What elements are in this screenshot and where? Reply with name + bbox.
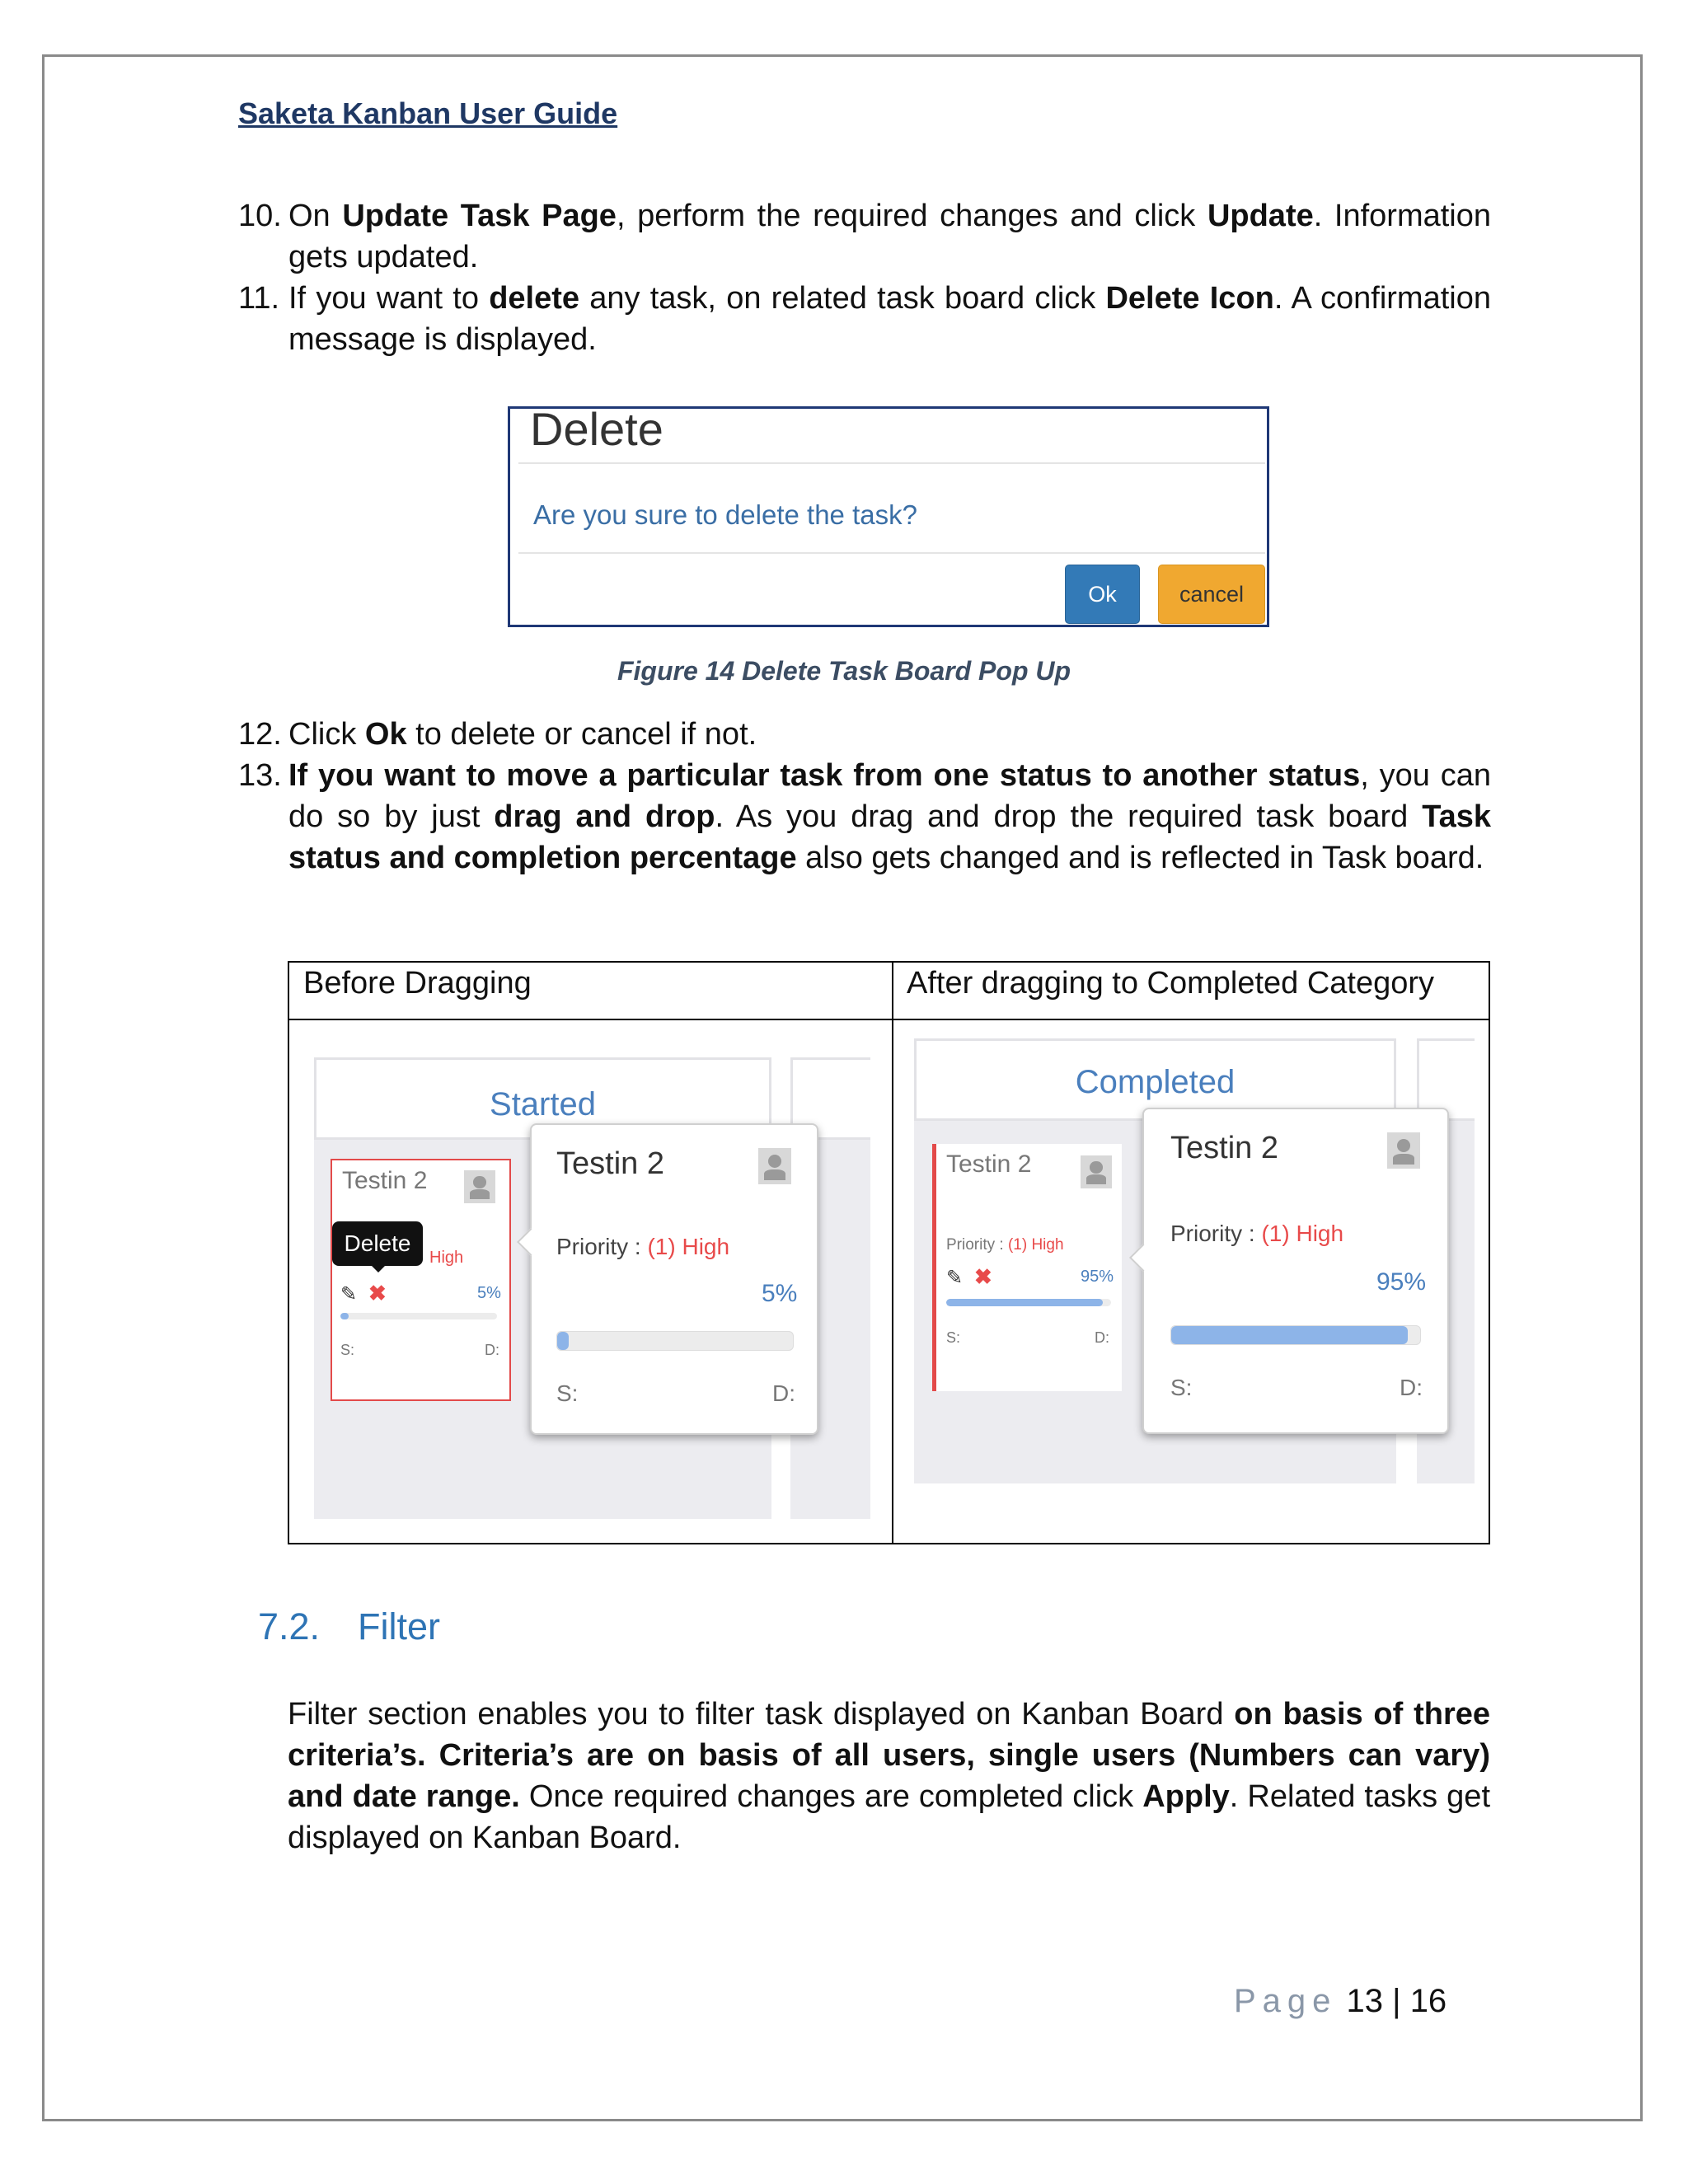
popup-progress (1170, 1325, 1421, 1345)
popup-title: Testin 2 (1170, 1131, 1278, 1165)
drag-comparison-table (288, 961, 1490, 1544)
progress-fill (1171, 1326, 1408, 1344)
text-run: Once required changes are completed click (519, 1779, 1143, 1814)
text-run: . As you drag and drop the required task board (715, 799, 1423, 834)
page-current: 13 (1346, 1983, 1384, 2019)
column-header-started: Started (314, 1057, 771, 1140)
section-heading (258, 1605, 440, 1648)
step-number: 12. (238, 717, 282, 752)
start-date-label: S: (340, 1342, 355, 1358)
task-card-progress (340, 1313, 497, 1319)
table-divider (892, 963, 893, 1543)
text-run: On (288, 199, 343, 233)
edit-icon[interactable]: ✎ (946, 1267, 964, 1289)
popup-priority-label: Priority : (556, 1234, 648, 1259)
steps-list-top (238, 195, 1491, 360)
step-number: 10. (238, 199, 282, 233)
bold-text: If you want to move a particular task from one status to another status (288, 758, 1361, 793)
progress-fill (557, 1332, 569, 1350)
column-header-completed: Completed (914, 1038, 1396, 1121)
text-run: also gets changed and is reflected in Task board. (796, 841, 1484, 875)
user-avatar-icon (464, 1170, 495, 1203)
due-date-label: D: (1095, 1329, 1109, 1346)
text-run: . A confirmation message is displayed. (288, 281, 1491, 357)
section-title: Filter (358, 1605, 440, 1647)
popup-start-label: S: (556, 1380, 579, 1406)
text-run: , perform the required changes and click (616, 199, 1207, 233)
steps-list-mid (238, 714, 1491, 879)
page-word: Page (1234, 1983, 1338, 2019)
task-card-priority-value: (1) High (1007, 1236, 1064, 1254)
text-run: any task, on related task board click (579, 281, 1106, 316)
edit-icon[interactable]: ✎ (340, 1283, 358, 1305)
popup-progress (556, 1331, 794, 1351)
step-number: 13. (238, 758, 282, 793)
popup-priority-value: (1) High (1261, 1221, 1344, 1246)
text-run: If you want to (288, 281, 490, 316)
before-dragging-screenshot (314, 1057, 870, 1519)
task-card-title: Testin 2 (946, 1151, 1032, 1178)
page-number: Page 13 | 16 (1234, 1983, 1447, 2019)
task-card-priority: High (429, 1249, 464, 1267)
cancel-button[interactable]: cancel (1158, 565, 1265, 624)
delete-dialog (508, 406, 1269, 627)
due-date-label: D: (485, 1342, 499, 1358)
bold-text: Update Task Page (342, 199, 617, 233)
bold-text: Task status and completion percentage (288, 799, 1491, 875)
after-dragging-screenshot (914, 1038, 1475, 1502)
popup-priority-label: Priority : (1170, 1221, 1262, 1246)
popup-percent: 5% (762, 1280, 798, 1307)
task-card-percent: 5% (477, 1284, 501, 1302)
user-avatar-icon (1387, 1132, 1420, 1169)
bold-text: Ok (364, 717, 407, 752)
delete-icon[interactable]: ✖ (368, 1281, 387, 1305)
task-detail-popup (1142, 1108, 1449, 1434)
text-run: , you can do so by just (288, 758, 1491, 834)
popup-priority-value: (1) High (647, 1234, 730, 1259)
document-header-title: Saketa Kanban User Guide (238, 96, 618, 130)
task-card-percent: 95% (1081, 1268, 1114, 1286)
table-header-before: Before Dragging (303, 966, 532, 1001)
bold-text: Apply (1142, 1779, 1230, 1814)
task-card-priority-label: Priority : (946, 1236, 1008, 1254)
bold-text: drag and drop (494, 799, 715, 834)
bold-text: Delete Icon (1105, 281, 1274, 316)
bold-text: on basis of three criteria’s. Criteria’s are on basis of all users, single users (Numbers can vary) and date range. (288, 1697, 1491, 1814)
task-card[interactable] (331, 1159, 511, 1401)
figure-caption: Figure 14 Delete Task Board Pop Up (617, 656, 1071, 686)
bold-text: Update (1207, 199, 1314, 233)
tooltip-arrow (370, 1264, 387, 1272)
bold-text: delete (489, 281, 580, 316)
step-number: 11. (238, 281, 280, 316)
popup-start-label: S: (1170, 1375, 1193, 1400)
user-avatar-icon (758, 1148, 791, 1184)
progress-fill (340, 1313, 349, 1319)
dialog-divider (518, 462, 1265, 464)
popup-due-label: D: (772, 1380, 795, 1406)
table-header-after: After dragging to Completed Category (907, 966, 1435, 1001)
section-number: 7.2. (258, 1605, 321, 1647)
ok-button[interactable]: Ok (1065, 565, 1140, 624)
popup-percent: 95% (1376, 1268, 1427, 1296)
start-date-label: S: (946, 1329, 961, 1346)
filter-paragraph (288, 1694, 1490, 1858)
task-card[interactable] (932, 1144, 1122, 1391)
text-run: . Information gets updated. (288, 199, 1491, 274)
text-run: to delete or cancel if not. (406, 717, 757, 752)
delete-icon[interactable]: ✖ (974, 1264, 992, 1289)
dialog-message: Are you sure to delete the task? (533, 499, 917, 530)
popup-due-label: D: (1400, 1375, 1423, 1400)
popup-title: Testin 2 (556, 1146, 664, 1181)
dialog-divider (518, 552, 1265, 554)
text-run: Filter section enables you to filter task displayed on Kanban Board (288, 1697, 1235, 1732)
table-divider (289, 1019, 1489, 1020)
numbered-step (238, 278, 1491, 360)
numbered-step (238, 714, 1491, 755)
page-total: 16 (1409, 1983, 1447, 2019)
progress-fill (946, 1299, 1103, 1306)
task-card-progress (946, 1299, 1111, 1306)
task-card-title: Testin 2 (342, 1167, 428, 1194)
numbered-step (238, 195, 1491, 278)
user-avatar-icon (1081, 1155, 1112, 1188)
text-run: Click (288, 717, 365, 752)
dialog-title: Delete (530, 406, 663, 455)
text-run: . Related tasks get displayed on Kanban Board. (288, 1779, 1490, 1855)
delete-tooltip: Delete (332, 1221, 423, 1266)
task-detail-popup (530, 1123, 818, 1435)
numbered-step (238, 755, 1491, 879)
